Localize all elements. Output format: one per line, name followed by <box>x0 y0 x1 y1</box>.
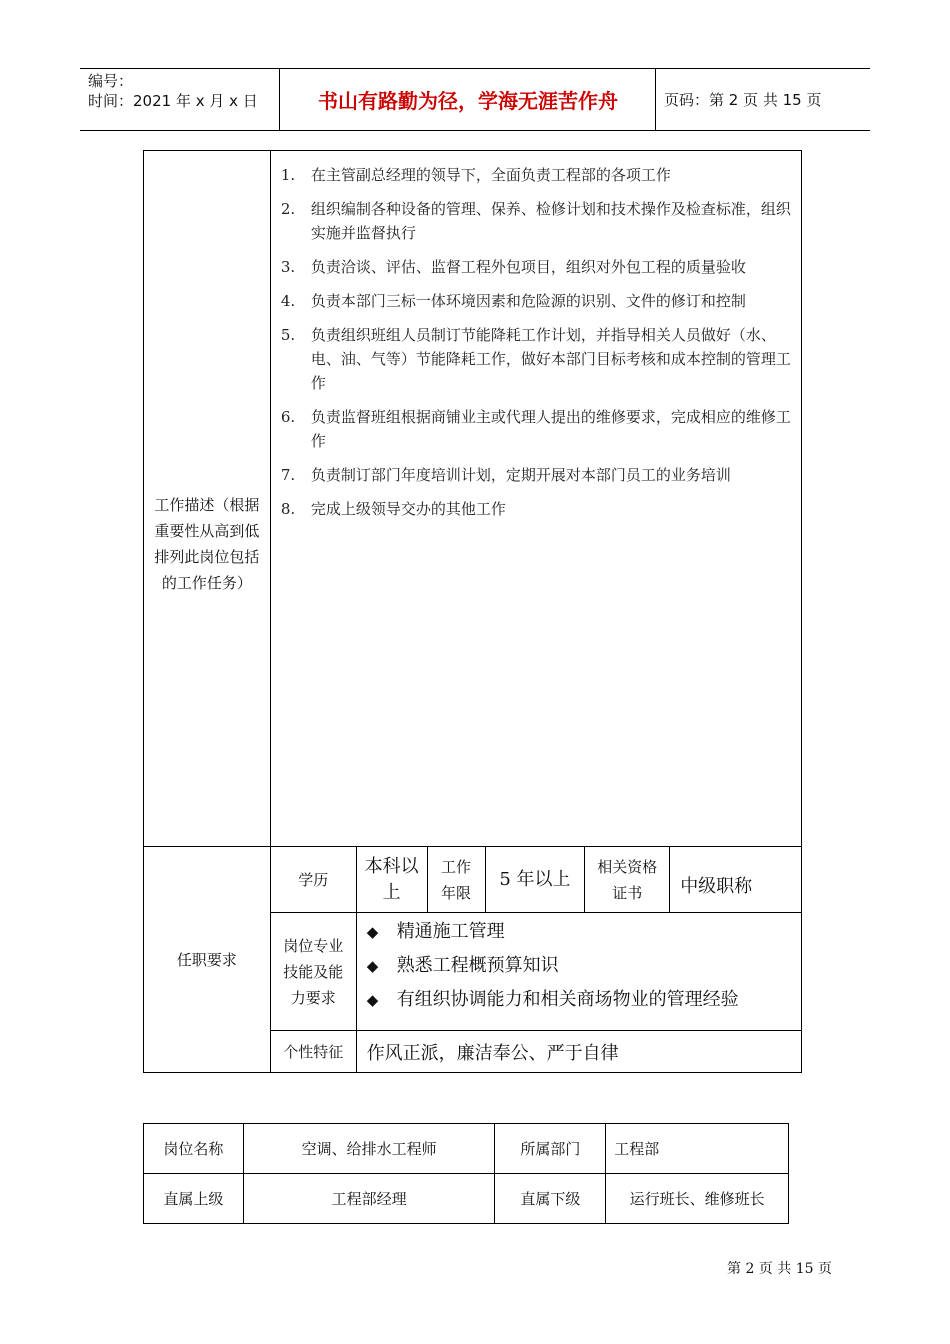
duty-item <box>279 405 793 453</box>
header-motto: 书山有路勤为径，学海无涯苦作舟 <box>281 69 656 130</box>
duty-text: 负责洽谈、评估、监督工程外包项目，组织对外包工程的质量验收 <box>310 258 746 276</box>
duty-number: 8. <box>280 500 296 518</box>
position-info-table <box>143 1123 789 1224</box>
skill-item <box>367 983 801 1017</box>
duty-number: 4. <box>280 292 296 310</box>
job-description-table <box>143 150 802 1073</box>
duty-number: 6. <box>280 408 296 426</box>
years-label: 工作年限 <box>427 847 485 913</box>
duty-number: 2. <box>280 200 296 218</box>
skill-item <box>367 949 801 983</box>
header-time-label: 时间：2021 年 x 月 x 日 <box>88 92 258 110</box>
skill-item <box>367 915 801 949</box>
cert-label: 相关资格证书 <box>585 847 670 913</box>
subordinate-value: 运行班长、维修班长 <box>606 1174 789 1224</box>
skill-text: 熟悉工程概预算知识 <box>396 955 559 976</box>
duty-item <box>279 163 793 187</box>
duties-list <box>279 163 793 521</box>
skill-text: 精通施工管理 <box>396 921 505 942</box>
header-meta <box>80 69 280 130</box>
duty-number: 7. <box>280 466 296 484</box>
superior-label: 直属上级 <box>144 1174 244 1224</box>
duties-cell <box>270 151 801 847</box>
personality-label: 个性特征 <box>270 1031 356 1073</box>
job-description-label-cell <box>144 151 271 847</box>
position-name-value: 空调、给排水工程师 <box>243 1124 495 1174</box>
duty-text: 负责组织班组人员制订节能降耗工作计划，并指导相关人员做好（水、电、油、气等）节能降耗工作，做好本部门目标考核和成本控制的管理工作 <box>310 326 791 392</box>
education-value: 本科以上 <box>356 847 427 913</box>
skills-list <box>357 913 801 1017</box>
job-description-label: 工作描述（根据重要性从高到低排列此岗位包括的工作任务） <box>154 495 260 592</box>
header-page-info: 页码：第 2 页 共 15 页 <box>664 91 822 109</box>
requirements-label: 任职要求 <box>144 847 271 1073</box>
diamond-bullet-icon: ◆ <box>366 991 379 1009</box>
duty-text: 组织编制各种设备的管理、保养、检修计划和技术操作及检查标准，组织实施并监督执行 <box>310 200 791 242</box>
cert-value: 中级职称 <box>670 847 802 913</box>
duty-item <box>279 323 793 395</box>
header-number-label: 编号： <box>88 72 134 90</box>
duty-item <box>279 463 793 487</box>
page-header <box>80 68 870 131</box>
duty-number: 5. <box>280 326 296 344</box>
duty-item <box>279 289 793 313</box>
position-name-label: 岗位名称 <box>144 1124 244 1174</box>
page-footer: 第 2 页 共 15 页 <box>727 1261 832 1277</box>
duty-text: 负责本部门三标一体环境因素和危险源的识别、文件的修订和控制 <box>310 292 746 310</box>
duty-text: 完成上级领导交办的其他工作 <box>310 500 506 518</box>
education-label: 学历 <box>270 847 356 913</box>
skill-text: 有组织协调能力和相关商场物业的管理经验 <box>396 989 739 1010</box>
personality-value: 作风正派，廉洁奉公、严于自律 <box>356 1031 801 1073</box>
department-value: 工程部 <box>606 1124 789 1174</box>
years-value: 5 年以上 <box>485 847 585 913</box>
duty-text: 负责制订部门年度培训计划，定期开展对本部门员工的业务培训 <box>310 466 731 484</box>
subordinate-label: 直属下级 <box>495 1174 606 1224</box>
superior-value: 工程部经理 <box>243 1174 495 1224</box>
skills-label: 岗位专业技能及能力要求 <box>270 913 356 1031</box>
diamond-bullet-icon: ◆ <box>366 923 379 941</box>
duty-text: 负责监督班组根据商铺业主或代理人提出的维修要求，完成相应的维修工作 <box>310 408 791 450</box>
duty-text: 在主管副总经理的领导下，全面负责工程部的各项工作 <box>310 166 671 184</box>
skills-cell <box>356 913 801 1031</box>
duty-item <box>279 497 793 521</box>
diamond-bullet-icon: ◆ <box>366 957 379 975</box>
duty-item <box>279 255 793 279</box>
duty-number: 1. <box>280 166 296 184</box>
duty-number: 3. <box>280 258 296 276</box>
duty-item <box>279 197 793 245</box>
department-label: 所属部门 <box>495 1124 606 1174</box>
